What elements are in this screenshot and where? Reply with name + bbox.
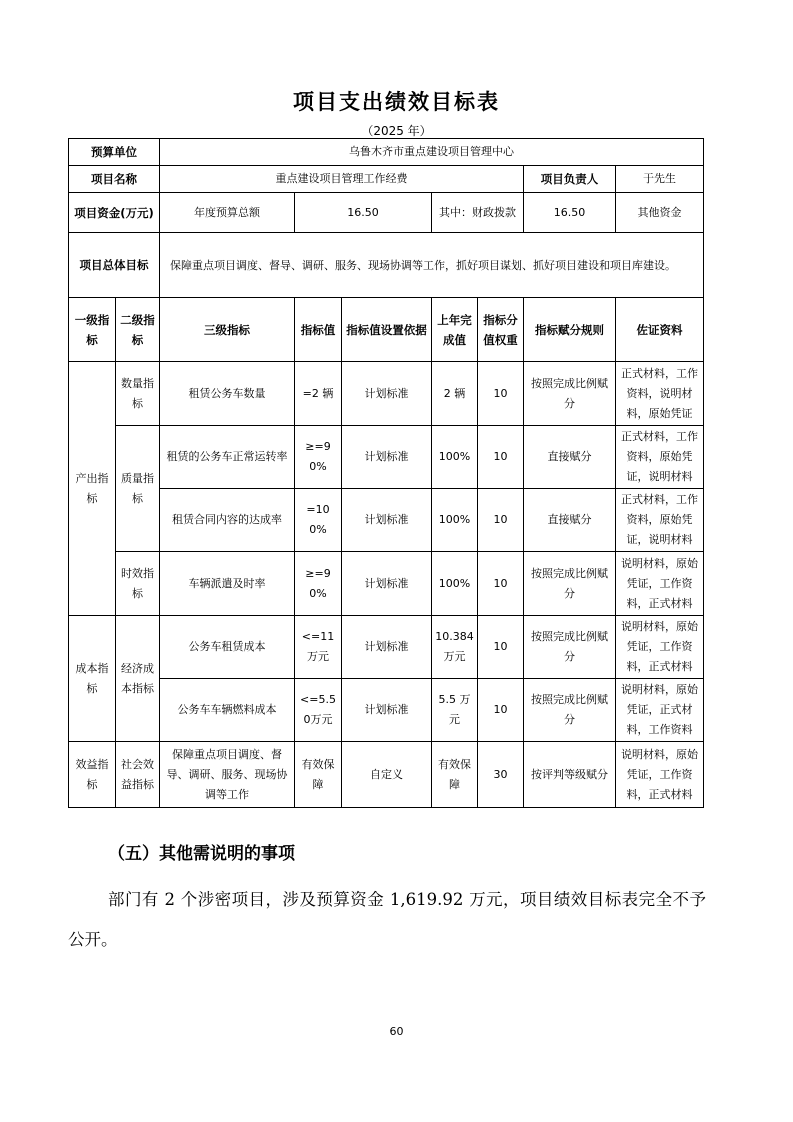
budget-unit-row bbox=[69, 139, 704, 166]
subgroup-economic-cost: 经济成本指标 bbox=[116, 616, 160, 742]
project-name-row bbox=[69, 166, 704, 193]
row-weight: 10 bbox=[478, 489, 524, 552]
group-cost: 成本指标 bbox=[69, 616, 116, 742]
row-name: 公务车租赁成本 bbox=[160, 616, 295, 679]
header-basis: 指标值设置依据 bbox=[342, 298, 432, 362]
subgroup-social-benefit: 社会效益指标 bbox=[116, 742, 160, 808]
row-weight: 10 bbox=[478, 679, 524, 742]
overall-goal-value: 保障重点项目调度、督导、调研、服务、现场协调等工作，抓好项目谋划、抓好项目建设和项目库建设。 bbox=[160, 233, 704, 298]
table-row bbox=[69, 679, 704, 742]
budget-unit-value: 乌鲁木齐市重点建设项目管理中心 bbox=[160, 139, 704, 166]
annual-budget-label: 年度预算总额 bbox=[160, 193, 295, 233]
table-row bbox=[69, 552, 704, 616]
project-name-value: 重点建设项目管理工作经费 bbox=[160, 166, 524, 193]
overall-goal-label: 项目总体目标 bbox=[69, 233, 160, 298]
funds-label: 项目资金(万元) bbox=[69, 193, 160, 233]
row-weight: 10 bbox=[478, 426, 524, 489]
row-name: 公务车车辆燃料成本 bbox=[160, 679, 295, 742]
project-leader-value: 于先生 bbox=[616, 166, 704, 193]
row-value: =100% bbox=[295, 489, 342, 552]
row-evidence: 说明材料，原始凭证，工作资料，正式材料 bbox=[616, 616, 704, 679]
other-funds-cell bbox=[616, 193, 704, 233]
row-rule: 按照完成比例赋分 bbox=[524, 362, 616, 426]
row-rule: 直接赋分 bbox=[524, 426, 616, 489]
performance-table bbox=[68, 138, 704, 808]
header-level2: 二级指标 bbox=[116, 298, 160, 362]
row-last: 2 辆 bbox=[432, 362, 478, 426]
annual-budget-value: 16.50 bbox=[295, 193, 432, 233]
row-basis: 计划标准 bbox=[342, 489, 432, 552]
row-value: ≥=90% bbox=[295, 552, 342, 616]
other-funds-label: 其他资金 bbox=[637, 205, 682, 219]
fiscal-value: 16.50 bbox=[524, 193, 616, 233]
year-label: （2025 年） bbox=[361, 124, 432, 138]
row-basis: 自定义 bbox=[342, 742, 432, 808]
row-rule: 按照完成比例赋分 bbox=[524, 552, 616, 616]
row-weight: 10 bbox=[478, 552, 524, 616]
fiscal-label: 其中：财政拨款 bbox=[432, 193, 524, 233]
header-last-year: 上年完成值 bbox=[432, 298, 478, 362]
row-value: <=5.50万元 bbox=[295, 679, 342, 742]
header-row bbox=[69, 298, 704, 362]
page-number: 60 bbox=[389, 1025, 404, 1038]
row-evidence: 说明材料，原始凭证，工作资料，正式材料 bbox=[616, 742, 704, 808]
row-name: 租赁公务车数量 bbox=[160, 362, 295, 426]
table-row bbox=[69, 426, 704, 489]
header-level3: 三级指标 bbox=[160, 298, 295, 362]
row-last: 100% bbox=[432, 489, 478, 552]
section-heading: （五）其他需说明的事项 bbox=[108, 844, 295, 864]
row-name: 租赁的公务车正常运转率 bbox=[160, 426, 295, 489]
overall-goal-row bbox=[69, 233, 704, 298]
budget-unit-label: 预算单位 bbox=[69, 139, 160, 166]
row-name: 保障重点项目调度、督导、调研、服务、现场协调等工作 bbox=[160, 742, 295, 808]
row-rule: 按照完成比例赋分 bbox=[524, 616, 616, 679]
row-basis: 计划标准 bbox=[342, 616, 432, 679]
header-weight: 指标分值权重 bbox=[478, 298, 524, 362]
header-rule: 指标赋分规则 bbox=[524, 298, 616, 362]
row-value: 有效保障 bbox=[295, 742, 342, 808]
table-row bbox=[69, 742, 704, 808]
subgroup-quality: 质量指标 bbox=[116, 426, 160, 552]
row-evidence: 说明材料，原始凭证，工作资料，正式材料 bbox=[616, 552, 704, 616]
funds-row bbox=[69, 193, 704, 233]
row-evidence: 说明材料，原始凭证，正式材料，工作资料 bbox=[616, 679, 704, 742]
row-weight: 30 bbox=[478, 742, 524, 808]
row-value: <=11万元 bbox=[295, 616, 342, 679]
table-row bbox=[69, 362, 704, 426]
row-rule: 按评判等级赋分 bbox=[524, 742, 616, 808]
row-basis: 计划标准 bbox=[342, 362, 432, 426]
row-rule: 直接赋分 bbox=[524, 489, 616, 552]
group-benefit: 效益指标 bbox=[69, 742, 116, 808]
row-evidence: 正式材料，工作资料，原始凭证，说明材料 bbox=[616, 426, 704, 489]
row-basis: 计划标准 bbox=[342, 552, 432, 616]
subgroup-timeliness: 时效指标 bbox=[116, 552, 160, 616]
row-value: ≥=90% bbox=[295, 426, 342, 489]
row-weight: 10 bbox=[478, 616, 524, 679]
row-basis: 计划标准 bbox=[342, 426, 432, 489]
table-row bbox=[69, 616, 704, 679]
row-value: =2 辆 bbox=[295, 362, 342, 426]
row-evidence: 正式材料，工作资料，原始凭证，说明材料 bbox=[616, 489, 704, 552]
subgroup-quantity: 数量指标 bbox=[116, 362, 160, 426]
row-last: 10.384 万元 bbox=[432, 616, 478, 679]
header-evidence: 佐证资料 bbox=[616, 298, 704, 362]
row-last: 5.5 万元 bbox=[432, 679, 478, 742]
row-rule: 按照完成比例赋分 bbox=[524, 679, 616, 742]
page-title: 项目支出绩效目标表 bbox=[293, 90, 500, 114]
group-output: 产出指标 bbox=[69, 362, 116, 616]
project-name-label: 项目名称 bbox=[69, 166, 160, 193]
row-last: 100% bbox=[432, 552, 478, 616]
row-basis: 计划标准 bbox=[342, 679, 432, 742]
row-evidence: 正式材料，工作资料，说明材料，原始凭证 bbox=[616, 362, 704, 426]
table-row bbox=[69, 489, 704, 552]
row-name: 车辆派遣及时率 bbox=[160, 552, 295, 616]
project-leader-label: 项目负责人 bbox=[524, 166, 616, 193]
row-last: 有效保障 bbox=[432, 742, 478, 808]
body-paragraph: 部门有 2 个涉密项目，涉及预算资金 1,619.92 万元，项目绩效目标表完全不予公开。 bbox=[68, 890, 706, 949]
header-level1: 一级指标 bbox=[69, 298, 116, 362]
header-value: 指标值 bbox=[295, 298, 342, 362]
row-last: 100% bbox=[432, 426, 478, 489]
row-weight: 10 bbox=[478, 362, 524, 426]
row-name: 租赁合同内容的达成率 bbox=[160, 489, 295, 552]
